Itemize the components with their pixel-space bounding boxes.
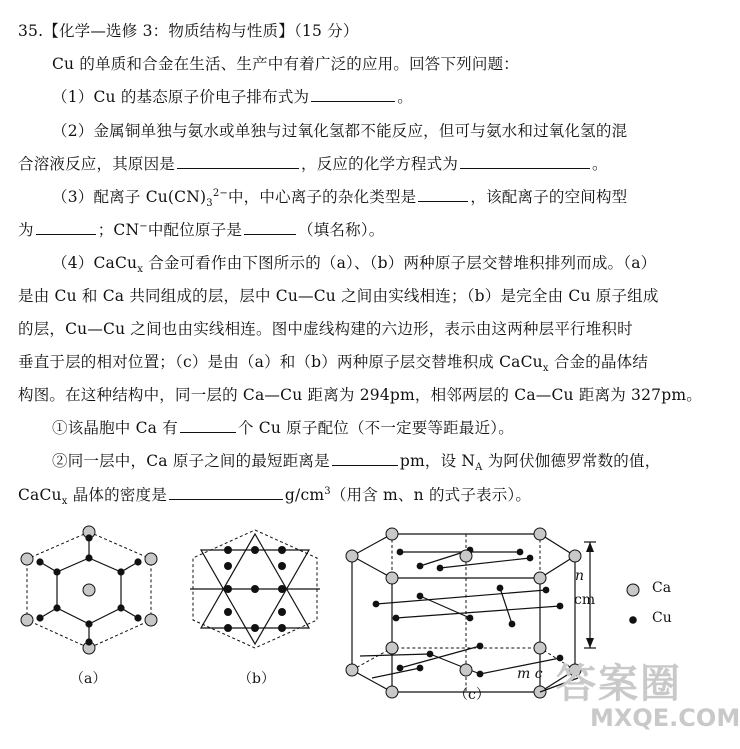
q3-line1: [52, 186, 736, 208]
legend-ca-label: Ca: [652, 580, 672, 596]
dim-n-label: n: [575, 568, 585, 584]
q3-text6: 中配位原子是: [147, 221, 243, 239]
q3-text1: （3）配离子 Cu(CN): [52, 188, 207, 206]
q4-sub3-sup: 3: [324, 485, 331, 497]
legend-cu-label: Cu: [652, 610, 672, 626]
legend-cu-symbol: [629, 616, 637, 624]
layer-b-diagram: [190, 530, 320, 648]
header-text: 35.【化学—选修 3：物质结构与性质】（15 分）: [18, 22, 359, 40]
question-header: [18, 20, 702, 42]
q3-sup: 2−: [212, 187, 228, 199]
q4-line5: [18, 384, 702, 406]
q4-density-blank[interactable]: [169, 485, 283, 500]
q4-text5: 构图。在这种结构中，同一层的 Ca—Cu 距离为 294pm，相邻两层的 Ca—Cu 距离为 327pm。: [18, 386, 702, 404]
q2-text1: （2）金属铜单独与氨水或单独与过氧化氢都不能反应，但可与氨水和过氧化氢的混: [52, 122, 628, 140]
q2-text3: ，反应的化学方程式为: [301, 155, 459, 173]
q3-text4: 为: [18, 221, 34, 239]
q3-ligand-atom-blank[interactable]: [244, 220, 296, 235]
q4-sub3-unit: g/cm: [284, 486, 325, 504]
q3-text3: ，该配离子的空间构型: [470, 188, 628, 206]
q3-text7: （填名称）。: [298, 221, 385, 239]
q4-coordination-blank[interactable]: [180, 418, 236, 433]
q1-end: 。: [397, 88, 413, 106]
q4-sub2-end: 为阿伏伽德罗常数的值，: [482, 452, 661, 470]
q3-sup2: −: [139, 220, 148, 232]
q4-sub2-line: [52, 450, 736, 472]
q4-sub2-mid: pm，设 N: [399, 452, 476, 470]
legend: [627, 584, 639, 624]
watermark-url: MXQE.COM: [590, 704, 740, 732]
q2-equation-blank[interactable]: [460, 154, 590, 169]
ca-atom: [145, 614, 157, 626]
q4-sub2-text: ②同一层中，Ca 原子之间的最短距离是: [52, 452, 330, 470]
q2-reason-blank[interactable]: [177, 154, 299, 169]
q4-sub1-end: 个 Cu 原子配位（不一定要等距最近）。: [237, 419, 514, 437]
caption-a: （a）: [70, 671, 107, 687]
q2-text2: 合溶液反应，其原因是: [18, 155, 176, 173]
q4-line4: [18, 351, 702, 373]
q4-text4b: 合金的晶体结: [548, 353, 649, 371]
intro-text: Cu 的单质和合金在生活、生产中有着广泛的应用。回答下列问题：: [52, 55, 519, 73]
ca-atom: [21, 614, 33, 626]
q3-hybrid-blank[interactable]: [418, 187, 468, 202]
q4-sub2: x: [542, 363, 549, 375]
q2-line2: [18, 153, 702, 175]
q1-answer-blank[interactable]: [311, 87, 395, 102]
caption-c: （c）: [454, 687, 490, 703]
legend-ca-symbol: [627, 584, 639, 596]
q4-sub1-text: ①该晶胞中 Ca 有: [52, 419, 178, 437]
q4-line3: [18, 318, 702, 340]
q4-sub2-sub: A: [475, 462, 483, 474]
watermark-logo: 答案圈: [556, 661, 682, 707]
q3-geometry-blank[interactable]: [36, 220, 96, 235]
q3-text2: 中，中心离子的杂化类型是: [227, 188, 417, 206]
q4-sub3-mid: 晶体的密度是: [67, 486, 167, 504]
q4-line2: [18, 285, 702, 307]
q2-line1: [52, 120, 736, 142]
q4-sub3-sub: x: [61, 496, 68, 508]
q4-text4: 垂直于层的相对位置；（c）是由（a）和（b）两种原子层交替堆积成 CaCu: [18, 353, 543, 371]
q1-line: [52, 86, 736, 108]
q3-sub: 3: [206, 198, 213, 210]
dim-cm-label: cm: [574, 592, 596, 608]
q2-end: 。: [592, 155, 608, 173]
q4-sub3-line: [18, 484, 702, 506]
q1-text: （1）Cu 的基态原子价电子排布式为: [52, 88, 310, 106]
question-intro: [52, 53, 736, 75]
q4-text2: 是由 Cu 和 Ca 共同组成的层，层中 Cu—Cu 之间由实线相连；（b）是完全由 Cu 原子组成: [18, 287, 659, 305]
q4-sub1-line: [52, 417, 736, 439]
caption-b: （b）: [238, 671, 275, 687]
q4-sub3-end: （用含 m、n 的式子表示）。: [330, 486, 532, 504]
q3-line2: [18, 219, 702, 241]
q4-sub1: x: [137, 264, 144, 276]
q4-text3: 的层，Cu—Cu 之间也由实线相连。图中虚线构建的六边形，表示由这两种层平行堆积时: [18, 320, 633, 338]
ca-atom: [145, 553, 157, 565]
q4-text1b: 合金可看作由下图所示的（a）、（b）两种原子层交替堆积排列而成。（a）: [143, 254, 657, 272]
q4-distance-blank[interactable]: [332, 451, 398, 466]
q4-line1: [52, 252, 736, 274]
q4-text1: （4）CaCu: [52, 254, 138, 272]
dim-m-label: m c: [517, 666, 543, 682]
ca-atom: [83, 584, 95, 596]
ca-atom: [21, 553, 33, 565]
layer-a-diagram: [21, 526, 157, 654]
q3-text5: ；CN: [97, 221, 140, 239]
q4-sub3-text: CaCu: [18, 486, 62, 504]
